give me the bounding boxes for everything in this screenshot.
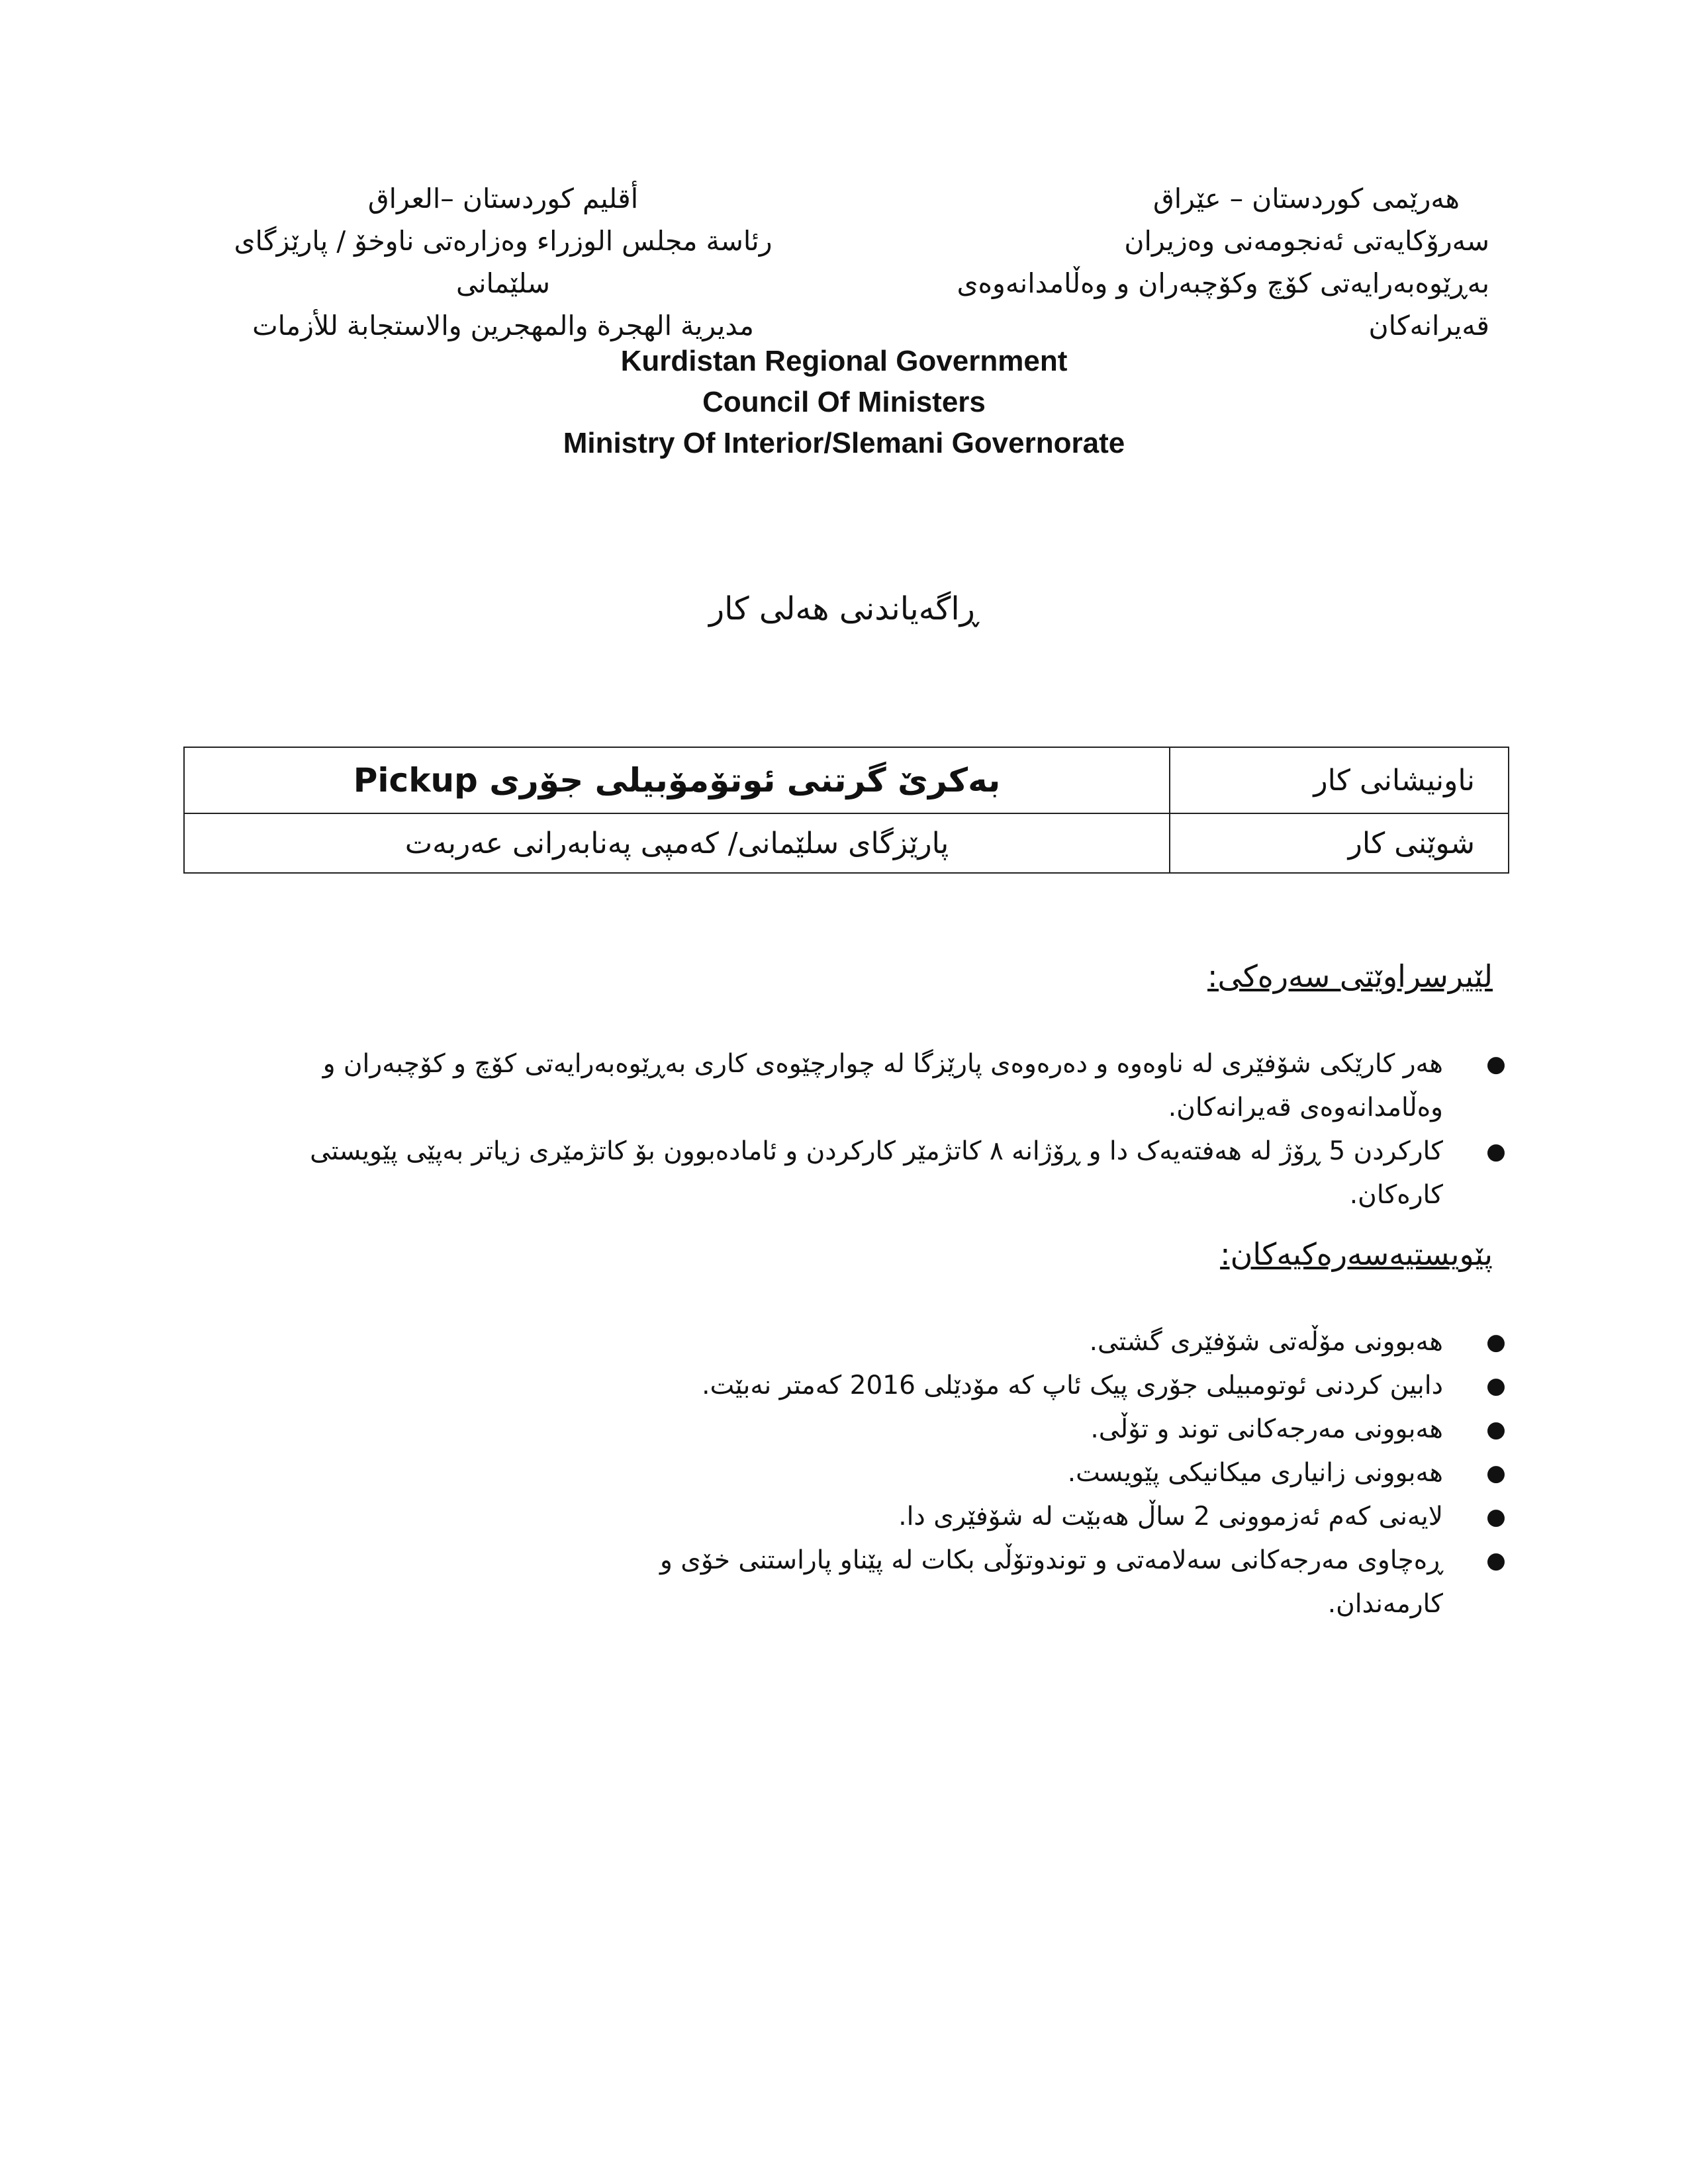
list-item-text: هەبوونی مۆڵەتی شۆفێری گشتی. — [1089, 1327, 1443, 1357]
bullet-icon: ● — [1486, 1051, 1506, 1077]
bullet-icon: ● — [1486, 1373, 1506, 1399]
bullet-icon: ● — [1486, 1138, 1506, 1165]
responsibilities-list — [238, 1042, 1509, 1217]
job-title-label: ناونیشانی کار — [1170, 747, 1509, 813]
list-item-text: لایەنی کەم ئەزموونی 2 ساڵ هەبێت لە شۆفێری دا. — [898, 1502, 1443, 1531]
list-item — [238, 1130, 1509, 1217]
list-item-text: کارکردن 5 ڕۆژ لە هەفتەیەک دا و ڕۆژانە ٨ کاتژمێر کارکردن و ئامادەبوون بۆ کاتژمێری زیاتر بەپێی پێویستی کارەکان. — [310, 1136, 1443, 1210]
list-item — [583, 1451, 1509, 1495]
arabic-header-line-1: أقليم كوردستان –العراق — [367, 183, 639, 214]
job-title-value: بەکرێ گرتنی ئوتۆمۆبیلی جۆری Pickup — [184, 747, 1170, 813]
english-header-line-3: Ministry Of Interior/Slemani Governorate — [563, 427, 1125, 459]
arabic-header-line-2: رئاسة مجلس الوزراء وەزارەتی ناوخۆ / پارێزگای سلێمانی — [234, 225, 773, 299]
list-item-text: ڕەچاوی مەرجەکانی سەلامەتی و توندوتۆڵی بکات لە پێناو پاراستنی خۆی و کارمەندان. — [659, 1545, 1443, 1619]
job-info-table — [183, 747, 1509, 874]
english-header — [0, 341, 1688, 464]
list-item — [583, 1495, 1509, 1539]
bullet-icon: ● — [1486, 1416, 1506, 1443]
responsibilities-heading: لێیرسراوێتی سەرەکی: — [1207, 958, 1493, 994]
job-location-value: پارێزگای سلێمانی/ کەمپی پەنابەرانی عەربەت — [184, 813, 1170, 873]
kurdish-header-line-3: بەڕێوەبەرایەتی کۆچ وکۆچبەران و وەڵامدانەوەی قەیرانەکان — [957, 267, 1489, 341]
table-row — [184, 747, 1509, 813]
list-item — [583, 1408, 1509, 1451]
kurdish-header — [827, 177, 1489, 347]
english-header-line-2: Council Of Ministers — [702, 386, 986, 418]
arabic-header — [192, 177, 814, 347]
list-item-text: هەبوونی زانیاری میکانیکی پێویست. — [1067, 1458, 1443, 1488]
page-title: ڕاگەیاندنی هەلی کار — [709, 590, 979, 627]
list-item-text: هەبوونی مەرجەکانی توند و تۆڵی. — [1090, 1414, 1443, 1444]
bullet-icon: ● — [1486, 1547, 1506, 1574]
list-item — [583, 1320, 1509, 1364]
list-item — [583, 1364, 1509, 1408]
kurdish-header-line-1: هەرێمی کوردستان – عێراق — [1152, 183, 1460, 214]
kurdish-header-line-2: سەرۆکایەتی ئەنجومەنی وەزیران — [1124, 225, 1489, 257]
english-header-line-1: Kurdistan Regional Government — [620, 345, 1068, 377]
bullet-icon: ● — [1486, 1504, 1506, 1530]
bullet-icon: ● — [1486, 1460, 1506, 1486]
list-item — [583, 1539, 1509, 1626]
requirements-heading: پێویستیەسەرەکیەکان: — [1220, 1236, 1493, 1272]
list-item-text: هەر کارێکی شۆفێری لە ناوەوە و دەرەوەی پارێزگا لە چوارچێوەی کاری بەڕێوەبەرایەتی کۆچ و کۆچبەران و وەڵامدانەوەی قەیرانەکان. — [322, 1049, 1443, 1122]
requirements-list — [583, 1320, 1509, 1626]
bullet-icon: ● — [1486, 1329, 1506, 1355]
list-item — [238, 1042, 1509, 1130]
table-row — [184, 813, 1509, 873]
arabic-header-line-3: مديرية الهجرة والمهجرين والاستجابة للأزمات — [252, 310, 754, 341]
list-item-text: دابین کردنی ئوتومبیلی جۆری پیک ئاپ کە مۆدێلی 2016 کەمتر نەبێت. — [702, 1371, 1443, 1400]
job-location-label: شوێنی کار — [1170, 813, 1509, 873]
